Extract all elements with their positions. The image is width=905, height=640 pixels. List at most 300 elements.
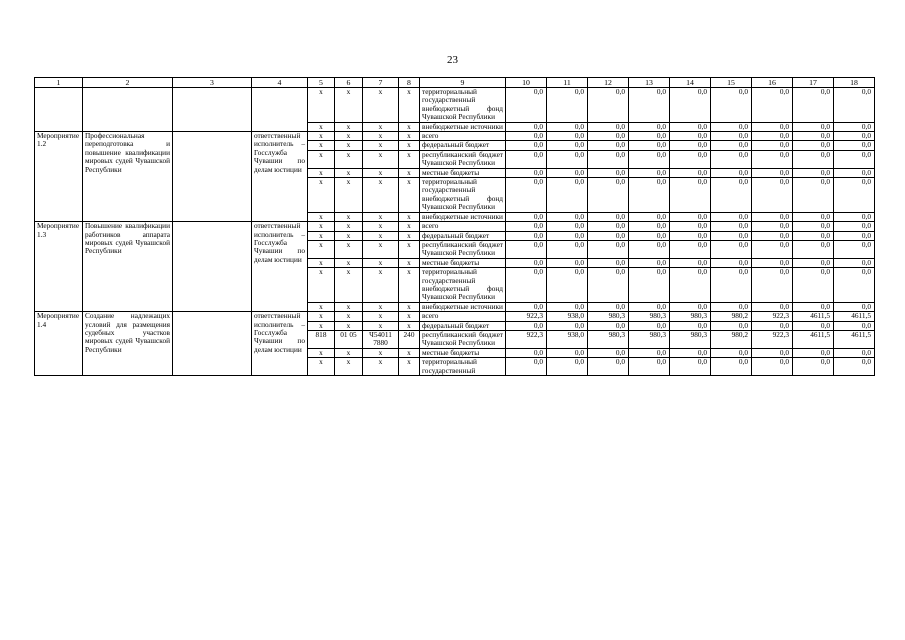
budget-code-cell: x bbox=[363, 258, 399, 267]
amount-cell: 0,0 bbox=[588, 132, 629, 141]
executor-cell: ответственный исполнитель – Госслужба Чувашии по делам юстиции bbox=[252, 222, 308, 312]
amount-cell: 0,0 bbox=[629, 212, 670, 221]
amount-cell: 0,0 bbox=[670, 88, 711, 123]
budget-code-cell: x bbox=[308, 302, 335, 311]
amount-cell: 0,0 bbox=[711, 150, 752, 168]
amount-cell: 0,0 bbox=[506, 358, 547, 376]
amount-cell: 0,0 bbox=[670, 231, 711, 240]
amount-cell: 0,0 bbox=[506, 122, 547, 131]
amount-cell: 0,0 bbox=[752, 122, 793, 131]
amount-cell: 0,0 bbox=[588, 348, 629, 357]
amount-cell: 0,0 bbox=[588, 268, 629, 303]
amount-cell: 0,0 bbox=[834, 240, 875, 258]
amount-cell: 0,0 bbox=[588, 141, 629, 150]
budget-code-cell: x bbox=[363, 132, 399, 141]
amount-cell: 0,0 bbox=[629, 150, 670, 168]
funding-source-cell: всего bbox=[420, 132, 506, 141]
budget-code-cell: x bbox=[399, 312, 420, 321]
funding-source-cell: внебюджетные источники bbox=[420, 302, 506, 311]
amount-cell: 0,0 bbox=[752, 321, 793, 330]
budget-code-cell: x bbox=[399, 88, 420, 123]
amount-cell: 0,0 bbox=[752, 150, 793, 168]
column-number: 4 bbox=[252, 78, 308, 88]
amount-cell: 0,0 bbox=[711, 268, 752, 303]
amount-cell: 0,0 bbox=[629, 358, 670, 376]
executor-cell bbox=[252, 88, 308, 132]
amount-cell: 0,0 bbox=[670, 178, 711, 213]
amount-cell: 0,0 bbox=[752, 178, 793, 213]
amount-cell: 0,0 bbox=[793, 150, 834, 168]
budget-code-cell: x bbox=[335, 312, 363, 321]
amount-cell: 980,2 bbox=[711, 330, 752, 348]
amount-cell: 0,0 bbox=[793, 222, 834, 231]
amount-cell: 0,0 bbox=[547, 141, 588, 150]
amount-cell: 0,0 bbox=[629, 222, 670, 231]
amount-cell: 0,0 bbox=[670, 122, 711, 131]
amount-cell: 0,0 bbox=[547, 240, 588, 258]
amount-cell: 0,0 bbox=[752, 212, 793, 221]
budget-code-cell: x bbox=[335, 212, 363, 221]
budget-code-cell: x bbox=[335, 132, 363, 141]
amount-cell: 0,0 bbox=[588, 258, 629, 267]
budget-code-cell: x bbox=[308, 132, 335, 141]
page-number: 23 bbox=[447, 54, 458, 66]
goal-indicator-cell bbox=[173, 312, 252, 376]
amount-cell: 0,0 bbox=[711, 212, 752, 221]
amount-cell: 0,0 bbox=[629, 132, 670, 141]
amount-cell: 0,0 bbox=[547, 302, 588, 311]
amount-cell: 0,0 bbox=[834, 132, 875, 141]
budget-code-cell: x bbox=[399, 231, 420, 240]
amount-cell: 0,0 bbox=[506, 268, 547, 303]
funding-source-cell: местные бюджеты bbox=[420, 168, 506, 177]
funding-source-cell: местные бюджеты bbox=[420, 258, 506, 267]
funding-source-cell: федеральный бюджет bbox=[420, 141, 506, 150]
budget-code-cell: x bbox=[399, 302, 420, 311]
amount-cell: 0,0 bbox=[670, 302, 711, 311]
budget-code-cell: x bbox=[308, 122, 335, 131]
amount-cell: 0,0 bbox=[793, 258, 834, 267]
amount-cell: 0,0 bbox=[711, 168, 752, 177]
amount-cell: 0,0 bbox=[670, 348, 711, 357]
executor-cell: ответственный исполнитель – Госслужба Чувашии по делам юстиции bbox=[252, 132, 308, 222]
amount-cell: 0,0 bbox=[793, 348, 834, 357]
column-number: 11 bbox=[547, 78, 588, 88]
amount-cell: 0,0 bbox=[506, 178, 547, 213]
amount-cell: 0,0 bbox=[711, 141, 752, 150]
amount-cell: 0,0 bbox=[752, 348, 793, 357]
amount-cell: 0,0 bbox=[629, 240, 670, 258]
funding-source-cell: республиканский бюджет Чувашской Республики bbox=[420, 330, 506, 348]
amount-cell: 0,0 bbox=[793, 302, 834, 311]
amount-cell: 0,0 bbox=[588, 302, 629, 311]
budget-code-cell: x bbox=[335, 178, 363, 213]
amount-cell: 0,0 bbox=[793, 141, 834, 150]
amount-cell: 0,0 bbox=[670, 268, 711, 303]
budget-code-cell: Ч54011 7880 bbox=[363, 330, 399, 348]
funding-source-cell: территориальный государственный внебюджетный фонд Чувашской Республики bbox=[420, 178, 506, 213]
amount-cell: 0,0 bbox=[506, 212, 547, 221]
amount-cell: 0,0 bbox=[670, 168, 711, 177]
table-row bbox=[35, 132, 875, 141]
budget-code-cell: x bbox=[363, 312, 399, 321]
amount-cell: 0,0 bbox=[711, 258, 752, 267]
column-number: 17 bbox=[793, 78, 834, 88]
column-number: 13 bbox=[629, 78, 670, 88]
event-name-cell: Повышение квалификации работников аппарата мировых судей Чувашской Республики bbox=[83, 222, 173, 312]
amount-cell: 0,0 bbox=[834, 212, 875, 221]
amount-cell: 0,0 bbox=[547, 258, 588, 267]
budget-code-cell: x bbox=[363, 321, 399, 330]
amount-cell: 0,0 bbox=[670, 150, 711, 168]
column-number: 16 bbox=[752, 78, 793, 88]
amount-cell: 0,0 bbox=[629, 168, 670, 177]
column-number: 8 bbox=[399, 78, 420, 88]
amount-cell: 0,0 bbox=[547, 122, 588, 131]
amount-cell: 0,0 bbox=[670, 212, 711, 221]
budget-code-cell: x bbox=[335, 141, 363, 150]
budget-code-cell: x bbox=[335, 150, 363, 168]
goal-indicator-cell bbox=[173, 222, 252, 312]
amount-cell: 0,0 bbox=[834, 88, 875, 123]
table-row bbox=[35, 222, 875, 231]
amount-cell: 0,0 bbox=[588, 240, 629, 258]
amount-cell: 0,0 bbox=[629, 302, 670, 311]
amount-cell: 0,0 bbox=[629, 141, 670, 150]
amount-cell: 980,3 bbox=[670, 330, 711, 348]
amount-cell: 0,0 bbox=[506, 348, 547, 357]
amount-cell: 0,0 bbox=[834, 231, 875, 240]
event-name-cell bbox=[83, 88, 173, 132]
budget-code-cell: x bbox=[335, 358, 363, 376]
column-number-row bbox=[35, 78, 875, 88]
amount-cell: 922,3 bbox=[506, 312, 547, 321]
budget-code-cell: x bbox=[363, 122, 399, 131]
funding-source-cell: республиканский бюджет Чувашской Республики bbox=[420, 240, 506, 258]
column-number: 14 bbox=[670, 78, 711, 88]
budget-code-cell: x bbox=[399, 321, 420, 330]
amount-cell: 0,0 bbox=[547, 168, 588, 177]
amount-cell: 0,0 bbox=[711, 231, 752, 240]
budget-code-cell: x bbox=[335, 268, 363, 303]
amount-cell: 0,0 bbox=[629, 88, 670, 123]
budget-code-cell: x bbox=[399, 150, 420, 168]
budget-code-cell: x bbox=[399, 240, 420, 258]
column-number: 3 bbox=[173, 78, 252, 88]
amount-cell: 0,0 bbox=[670, 240, 711, 258]
budget-code-cell: x bbox=[308, 268, 335, 303]
amount-cell: 0,0 bbox=[834, 122, 875, 131]
column-number: 12 bbox=[588, 78, 629, 88]
budget-code-cell: x bbox=[308, 178, 335, 213]
budget-code-cell: x bbox=[308, 212, 335, 221]
budget-code-cell: x bbox=[399, 132, 420, 141]
budget-code-cell: x bbox=[363, 222, 399, 231]
amount-cell: 938,0 bbox=[547, 330, 588, 348]
funding-source-cell: всего bbox=[420, 312, 506, 321]
amount-cell: 0,0 bbox=[670, 321, 711, 330]
budget-code-cell: x bbox=[363, 150, 399, 168]
budget-code-cell: x bbox=[308, 168, 335, 177]
amount-cell: 0,0 bbox=[506, 141, 547, 150]
amount-cell: 0,0 bbox=[629, 258, 670, 267]
column-number: 2 bbox=[83, 78, 173, 88]
amount-cell: 0,0 bbox=[793, 240, 834, 258]
budget-code-cell: x bbox=[308, 231, 335, 240]
amount-cell: 0,0 bbox=[793, 88, 834, 123]
budget-code-cell: x bbox=[399, 268, 420, 303]
budget-code-cell: x bbox=[308, 141, 335, 150]
amount-cell: 0,0 bbox=[793, 178, 834, 213]
amount-cell: 0,0 bbox=[588, 178, 629, 213]
amount-cell: 0,0 bbox=[588, 168, 629, 177]
amount-cell: 4611,5 bbox=[834, 312, 875, 321]
funding-source-cell: всего bbox=[420, 222, 506, 231]
budget-code-cell: x bbox=[399, 358, 420, 376]
amount-cell: 0,0 bbox=[752, 132, 793, 141]
amount-cell: 0,0 bbox=[547, 222, 588, 231]
budget-code-cell: x bbox=[308, 358, 335, 376]
amount-cell: 0,0 bbox=[711, 240, 752, 258]
event-number-cell: Мероприятие 1.2 bbox=[35, 132, 83, 222]
budget-code-cell: x bbox=[335, 222, 363, 231]
amount-cell: 0,0 bbox=[547, 268, 588, 303]
budget-code-cell: x bbox=[308, 258, 335, 267]
amount-cell: 0,0 bbox=[547, 348, 588, 357]
amount-cell: 980,3 bbox=[629, 312, 670, 321]
budget-code-cell: x bbox=[363, 268, 399, 303]
budget-code-cell: x bbox=[335, 168, 363, 177]
amount-cell: 0,0 bbox=[793, 212, 834, 221]
budget-code-cell: x bbox=[399, 168, 420, 177]
budget-code-cell: x bbox=[363, 348, 399, 357]
amount-cell: 0,0 bbox=[547, 358, 588, 376]
budget-code-cell: x bbox=[335, 348, 363, 357]
budget-code-cell: x bbox=[335, 258, 363, 267]
budget-code-cell: x bbox=[363, 178, 399, 213]
amount-cell: 0,0 bbox=[752, 358, 793, 376]
amount-cell: 980,3 bbox=[588, 330, 629, 348]
amount-cell: 0,0 bbox=[629, 268, 670, 303]
amount-cell: 0,0 bbox=[547, 88, 588, 123]
amount-cell: 0,0 bbox=[588, 212, 629, 221]
funding-source-cell: внебюджетные источники bbox=[420, 212, 506, 221]
financing-table bbox=[34, 77, 875, 376]
amount-cell: 0,0 bbox=[834, 222, 875, 231]
table-row bbox=[35, 312, 875, 321]
funding-source-cell: внебюджетные источники bbox=[420, 122, 506, 131]
amount-cell: 980,3 bbox=[588, 312, 629, 321]
amount-cell: 0,0 bbox=[670, 222, 711, 231]
amount-cell: 0,0 bbox=[752, 268, 793, 303]
amount-cell: 0,0 bbox=[547, 321, 588, 330]
amount-cell: 0,0 bbox=[629, 178, 670, 213]
budget-code-cell: x bbox=[335, 231, 363, 240]
budget-code-cell: x bbox=[363, 302, 399, 311]
amount-cell: 0,0 bbox=[588, 150, 629, 168]
amount-cell: 0,0 bbox=[629, 348, 670, 357]
budget-code-cell: x bbox=[308, 150, 335, 168]
amount-cell: 0,0 bbox=[588, 231, 629, 240]
budget-code-cell: x bbox=[399, 122, 420, 131]
amount-cell: 0,0 bbox=[711, 348, 752, 357]
budget-code-cell: x bbox=[399, 222, 420, 231]
amount-cell: 0,0 bbox=[547, 132, 588, 141]
amount-cell: 0,0 bbox=[506, 168, 547, 177]
table-row bbox=[35, 88, 875, 123]
budget-code-cell: x bbox=[363, 231, 399, 240]
budget-code-cell: x bbox=[308, 240, 335, 258]
amount-cell: 0,0 bbox=[752, 258, 793, 267]
column-number: 9 bbox=[420, 78, 506, 88]
event-number-cell: Мероприятие 1.3 bbox=[35, 222, 83, 312]
amount-cell: 0,0 bbox=[711, 88, 752, 123]
event-name-cell: Профессиональная переподготовка и повышение квалификации мировых судей Чувашской Республики bbox=[83, 132, 173, 222]
funding-source-cell: республиканский бюджет Чувашской Республики bbox=[420, 150, 506, 168]
funding-source-cell: местные бюджеты bbox=[420, 348, 506, 357]
column-number: 10 bbox=[506, 78, 547, 88]
amount-cell: 938,0 bbox=[547, 312, 588, 321]
amount-cell: 4611,5 bbox=[793, 330, 834, 348]
amount-cell: 0,0 bbox=[547, 178, 588, 213]
funding-source-cell: территориальный государственный внебюджетный фонд Чувашской Республики bbox=[420, 268, 506, 303]
column-number: 6 bbox=[335, 78, 363, 88]
amount-cell: 0,0 bbox=[834, 302, 875, 311]
amount-cell: 4611,5 bbox=[834, 330, 875, 348]
amount-cell: 0,0 bbox=[588, 122, 629, 131]
amount-cell: 0,0 bbox=[834, 348, 875, 357]
budget-code-cell: x bbox=[335, 302, 363, 311]
amount-cell: 0,0 bbox=[834, 258, 875, 267]
budget-code-cell: x bbox=[399, 178, 420, 213]
amount-cell: 0,0 bbox=[588, 88, 629, 123]
amount-cell: 0,0 bbox=[711, 302, 752, 311]
amount-cell: 0,0 bbox=[506, 222, 547, 231]
amount-cell: 0,0 bbox=[711, 321, 752, 330]
amount-cell: 0,0 bbox=[670, 258, 711, 267]
event-name-cell: Создание надлежащих условий для размещения судебных участков мировых судей Чувашской Республики bbox=[83, 312, 173, 376]
executor-cell: ответственный исполнитель – Госслужба Чувашии по делам юстиции bbox=[252, 312, 308, 376]
budget-code-cell: x bbox=[399, 212, 420, 221]
amount-cell: 0,0 bbox=[793, 122, 834, 131]
amount-cell: 0,0 bbox=[793, 132, 834, 141]
goal-indicator-cell bbox=[173, 132, 252, 222]
budget-code-cell: x bbox=[399, 258, 420, 267]
event-number-cell: Мероприятие 1.4 bbox=[35, 312, 83, 376]
amount-cell: 0,0 bbox=[752, 240, 793, 258]
budget-code-cell: x bbox=[363, 88, 399, 123]
amount-cell: 0,0 bbox=[752, 168, 793, 177]
budget-code-cell: 01 05 bbox=[335, 330, 363, 348]
budget-code-cell: 818 bbox=[308, 330, 335, 348]
budget-code-cell: x bbox=[308, 222, 335, 231]
funding-source-cell: территориальный государственный внебюджетный фонд Чувашской Республики bbox=[420, 88, 506, 123]
amount-cell: 0,0 bbox=[834, 321, 875, 330]
amount-cell: 0,0 bbox=[670, 358, 711, 376]
amount-cell: 922,3 bbox=[506, 330, 547, 348]
amount-cell: 0,0 bbox=[793, 268, 834, 303]
amount-cell: 0,0 bbox=[629, 231, 670, 240]
amount-cell: 0,0 bbox=[506, 231, 547, 240]
amount-cell: 0,0 bbox=[629, 122, 670, 131]
column-number: 18 bbox=[834, 78, 875, 88]
amount-cell: 0,0 bbox=[670, 132, 711, 141]
column-number: 1 bbox=[35, 78, 83, 88]
amount-cell: 922,3 bbox=[752, 312, 793, 321]
funding-source-cell: федеральный бюджет bbox=[420, 321, 506, 330]
budget-code-cell: x bbox=[308, 348, 335, 357]
budget-code-cell: x bbox=[363, 358, 399, 376]
budget-code-cell: x bbox=[335, 88, 363, 123]
amount-cell: 0,0 bbox=[752, 231, 793, 240]
budget-code-cell: x bbox=[308, 312, 335, 321]
amount-cell: 0,0 bbox=[793, 231, 834, 240]
budget-code-cell: x bbox=[363, 168, 399, 177]
amount-cell: 0,0 bbox=[547, 212, 588, 221]
amount-cell: 0,0 bbox=[834, 178, 875, 213]
amount-cell: 0,0 bbox=[752, 302, 793, 311]
amount-cell: 0,0 bbox=[506, 258, 547, 267]
amount-cell: 0,0 bbox=[506, 88, 547, 123]
amount-cell: 0,0 bbox=[834, 141, 875, 150]
amount-cell: 0,0 bbox=[506, 132, 547, 141]
amount-cell: 0,0 bbox=[711, 132, 752, 141]
amount-cell: 0,0 bbox=[752, 88, 793, 123]
budget-code-cell: x bbox=[399, 141, 420, 150]
budget-code-cell: x bbox=[335, 321, 363, 330]
amount-cell: 0,0 bbox=[793, 321, 834, 330]
amount-cell: 0,0 bbox=[629, 321, 670, 330]
amount-cell: 0,0 bbox=[711, 178, 752, 213]
amount-cell: 0,0 bbox=[670, 141, 711, 150]
amount-cell: 0,0 bbox=[834, 150, 875, 168]
funding-source-cell: федеральный бюджет bbox=[420, 231, 506, 240]
amount-cell: 0,0 bbox=[547, 150, 588, 168]
funding-source-cell: территориальный государственный bbox=[420, 358, 506, 376]
budget-code-cell: x bbox=[308, 88, 335, 123]
amount-cell: 0,0 bbox=[834, 268, 875, 303]
amount-cell: 0,0 bbox=[793, 358, 834, 376]
amount-cell: 980,3 bbox=[629, 330, 670, 348]
amount-cell: 0,0 bbox=[547, 231, 588, 240]
amount-cell: 980,2 bbox=[711, 312, 752, 321]
amount-cell: 0,0 bbox=[588, 321, 629, 330]
column-number: 15 bbox=[711, 78, 752, 88]
budget-code-cell: x bbox=[363, 240, 399, 258]
column-number: 7 bbox=[363, 78, 399, 88]
amount-cell: 0,0 bbox=[506, 150, 547, 168]
amount-cell: 0,0 bbox=[793, 168, 834, 177]
column-number: 5 bbox=[308, 78, 335, 88]
amount-cell: 0,0 bbox=[506, 302, 547, 311]
amount-cell: 4611,5 bbox=[793, 312, 834, 321]
goal-indicator-cell bbox=[173, 88, 252, 132]
amount-cell: 922,3 bbox=[752, 330, 793, 348]
amount-cell: 0,0 bbox=[711, 122, 752, 131]
budget-code-cell: 240 bbox=[399, 330, 420, 348]
amount-cell: 0,0 bbox=[506, 240, 547, 258]
amount-cell: 0,0 bbox=[506, 321, 547, 330]
budget-code-cell: x bbox=[363, 212, 399, 221]
amount-cell: 0,0 bbox=[711, 358, 752, 376]
amount-cell: 0,0 bbox=[834, 358, 875, 376]
amount-cell: 0,0 bbox=[711, 222, 752, 231]
amount-cell: 0,0 bbox=[752, 141, 793, 150]
budget-code-cell: x bbox=[335, 240, 363, 258]
amount-cell: 0,0 bbox=[588, 222, 629, 231]
event-number-cell bbox=[35, 88, 83, 132]
amount-cell: 0,0 bbox=[752, 222, 793, 231]
